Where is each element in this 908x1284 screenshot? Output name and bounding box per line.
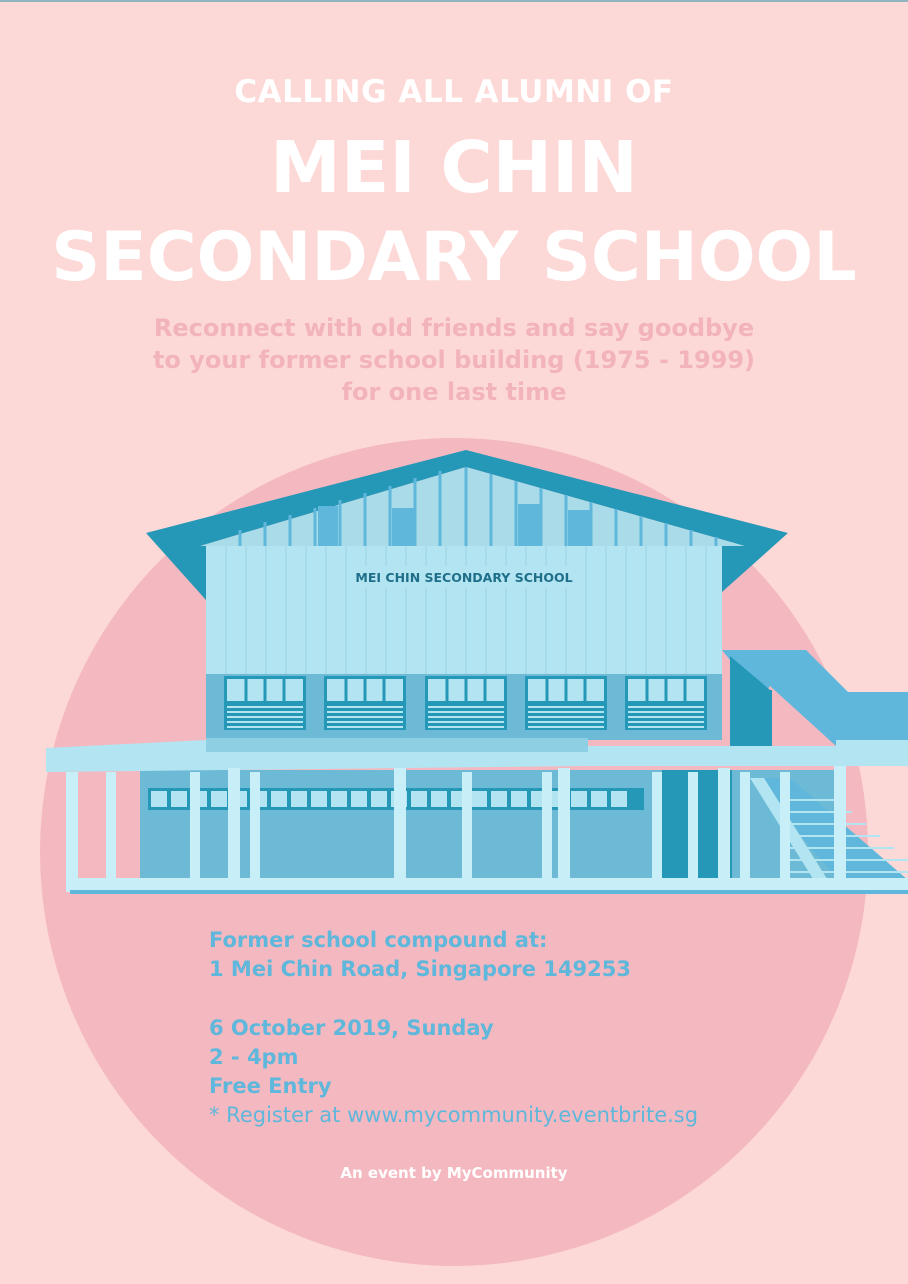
intro-heading: CALLING ALL ALUMNI OF [234, 74, 674, 110]
canopy-edge [206, 738, 588, 752]
gable-pane-dark [518, 504, 540, 546]
school-building-illustration [0, 440, 908, 900]
subtitle-line3: for one last time [341, 378, 567, 406]
school-name-line2: SECONDARY SCHOOL [51, 218, 857, 297]
school-name-line1: MEI CHIN [270, 126, 638, 209]
subtitle [0, 312, 908, 408]
ground-slab-edge [70, 890, 908, 894]
subtitle-line1: Reconnect with old friends and say goodbye [153, 314, 755, 342]
venue-label: Former school compound at: [209, 928, 548, 952]
canopy-right [586, 746, 836, 766]
gable-pane-dark [568, 510, 590, 546]
building-sign: MEI CHIN SECONDARY SCHOOL [355, 570, 573, 585]
event-date: 6 October 2019, Sunday [209, 1016, 494, 1040]
upper-facade [206, 546, 722, 674]
canopy-stairs [836, 740, 908, 766]
subtitle-line2: to your former school building (1975 - 1999) [152, 346, 756, 374]
top-border-line [0, 0, 908, 2]
gable-pane-dark [392, 508, 414, 546]
venue-address: 1 Mei Chin Road, Singapore 149253 [209, 957, 631, 981]
registration-link[interactable]: * Register at www.mycommunity.eventbrite.sg [209, 1103, 699, 1127]
entry-fee: Free Entry [209, 1074, 332, 1098]
event-details [209, 926, 698, 1130]
ground-floor-wall [140, 770, 840, 878]
upper-windows [224, 676, 707, 730]
ground-slab [70, 878, 908, 892]
event-time: 2 - 4pm [209, 1045, 299, 1069]
gable-pane-dark [318, 506, 338, 546]
organizer-credit: An event by MyCommunity [340, 1164, 568, 1182]
